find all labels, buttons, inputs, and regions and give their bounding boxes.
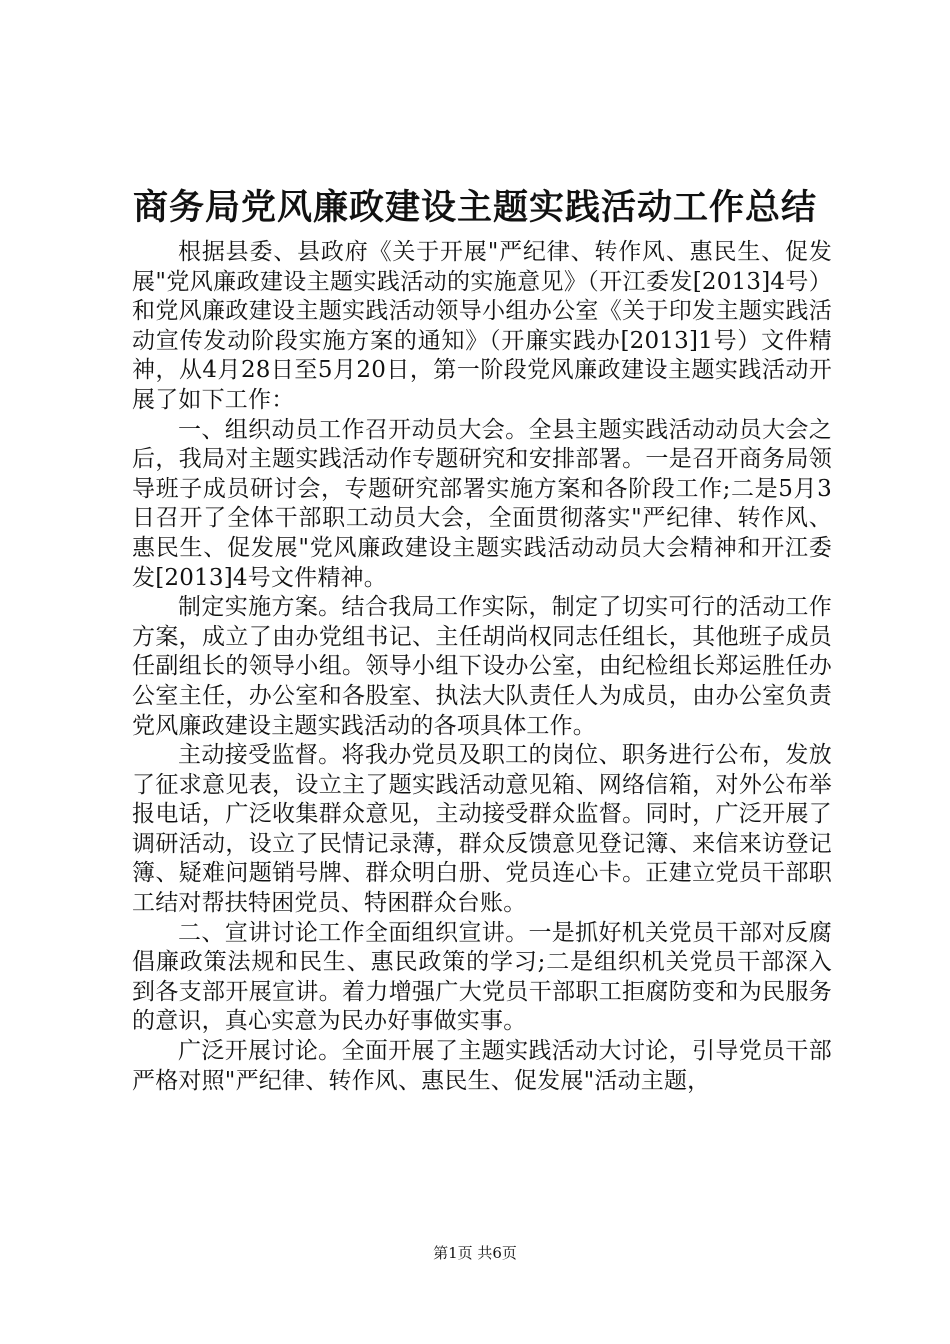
paragraph: 制定实施方案。结合我局工作实际，制定了切实可行的活动工作方案，成立了由办党组书记、主任胡尚权同志任组长，其他班子成员任副组长的领导小组。领导小组下设办公室，由纪检组长郑运胜任办公室主任，办公室和各股室、执法大队责任人为成员，由办公室负责党风廉政建设主题实践活动的各项具体工作。	[132, 594, 832, 739]
paragraph: 根据县委、县政府《关于开展"严纪律、转作风、惠民生、促发展"党风廉政建设主题实践活动的实施意见》（开江委发[2013]4号）和党风廉政建设主题实践活动领导小组办公室《关于印发主题实践活动宣传发动阶段实施方案的通知》（开廉实践办[2013]1号）文件精神，从4月28日至5月20日，第一阶段党风廉政建设主题实践活动开展了如下工作：	[132, 239, 832, 413]
paragraph: 一、组织动员工作召开动员大会。全县主题实践活动动员大会之后，我局对主题实践活动作专题研究和安排部署。一是召开商务局领导班子成员研讨会，专题研究部署实施方案和各阶段工作;二是5月3日召开了全体干部职工动员大会，全面贯彻落实"严纪律、转作风、惠民生、促发展"党风廉政建设主题实践活动动员大会精神和开江委发[2013]4号文件精神。	[132, 416, 832, 591]
document-body	[132, 238, 832, 1096]
paragraph: 主动接受监督。将我办党员及职工的岗位、职务进行公布，发放了征求意见表，设立主了题实践活动意见箱、网络信箱，对外公布举报电话，广泛收集群众意见，主动接受群众监督。同时，广泛开展了调研活动，设立了民情记录薄，群众反馈意见登记簿、来信来访登记簿、疑难问题销号牌、群众明白册、党员连心卡。正建立党员干部职工结对帮扶特困党员、特困群众台账。	[132, 742, 832, 917]
page-footer: 第1页 共6页	[433, 1244, 517, 1262]
paragraph: 广泛开展讨论。全面开展了主题实践活动大讨论，引导党员干部严格对照"严纪律、转作风、惠民生、促发展"活动主题，	[132, 1038, 832, 1094]
document-title: 商务局党风廉政建设主题实践活动工作总结	[132, 187, 817, 228]
paragraph: 二、宣讲讨论工作全面组织宣讲。一是抓好机关党员干部对反腐倡廉政策法规和民生、惠民政策的学习;二是组织机关党员干部深入到各支部开展宣讲。着力增强广大党员干部职工拒腐防变和为民服务的意识，真心实意为民办好事做实事。	[132, 919, 832, 1035]
